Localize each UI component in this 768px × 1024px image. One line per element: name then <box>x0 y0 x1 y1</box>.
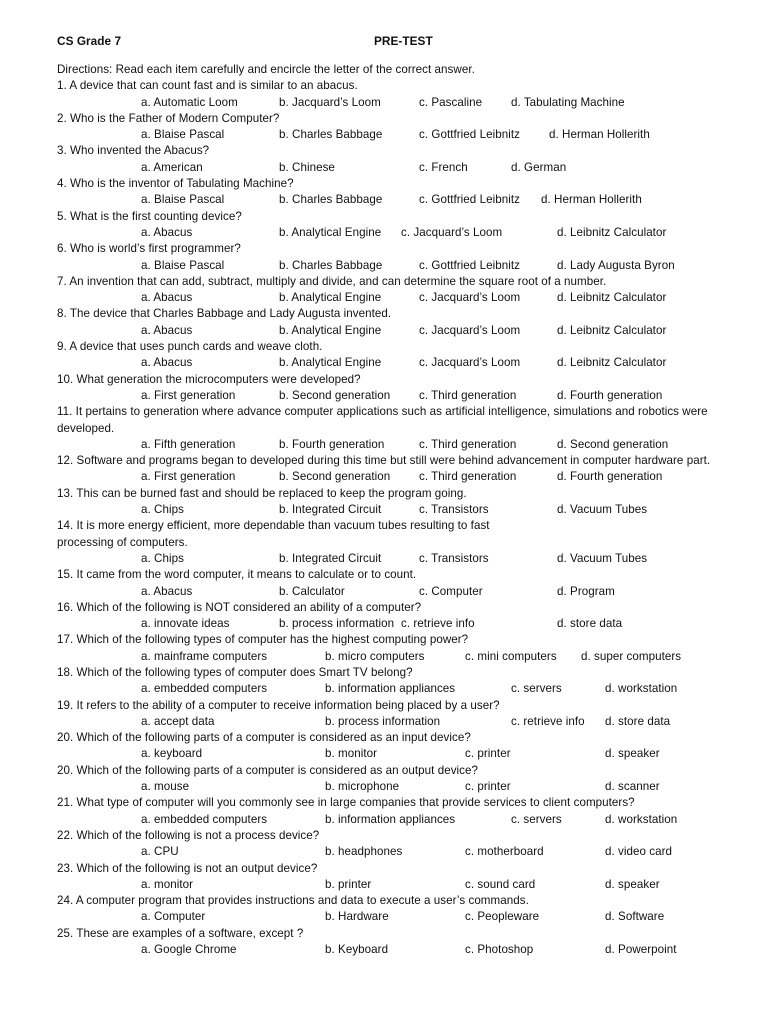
answer-option-d[interactable]: d. Software <box>605 910 665 924</box>
answer-option-a[interactable]: a. Abacus <box>141 584 193 598</box>
question-text: 2. Who is the Father of Modern Computer? <box>57 111 280 125</box>
answer-options <box>57 909 717 925</box>
answer-option-b[interactable]: b. headphones <box>325 845 403 859</box>
answer-option-d[interactable]: d. Program <box>557 584 615 598</box>
answer-option-a[interactable]: a. innovate ideas <box>141 617 230 631</box>
answer-option-a[interactable]: a. embedded computers <box>141 682 268 696</box>
answer-option-b[interactable]: b. Second generation <box>279 388 391 402</box>
directions: Directions: Read each item carefully and encircle the letter of the correct answer. <box>57 63 475 76</box>
answer-option-a[interactable]: a. Automatic Loom <box>141 95 238 109</box>
question-text: 19. It refers to the ability of a computer to receive information being placed by a user? <box>57 698 500 712</box>
answer-option-c[interactable]: c. servers <box>511 812 562 826</box>
answer-option-a[interactable]: a. Chips <box>141 503 184 517</box>
page-title: PRE-TEST <box>374 34 433 48</box>
answer-option-a[interactable]: a. Blaise Pascal <box>141 258 225 272</box>
answer-option-a[interactable]: a. monitor <box>141 877 194 891</box>
answer-option-b[interactable]: b. Charles Babbage <box>279 258 383 272</box>
answer-option-c[interactable]: c. mini computers <box>465 649 557 663</box>
answer-option-d[interactable]: d. Tabulating Machine <box>511 95 625 109</box>
question-text: 17. Which of the following types of computer has the highest computing power? <box>57 633 469 647</box>
answer-option-d[interactable]: d. Herman Hollerith <box>541 193 642 207</box>
answer-options <box>57 681 717 697</box>
answer-option-b[interactable]: b. Keyboard <box>325 943 389 957</box>
question-text: 9. A device that uses punch cards and weave cloth. <box>57 340 323 354</box>
answer-option-c[interactable]: c. servers <box>511 682 562 696</box>
answer-options <box>57 323 717 339</box>
answer-options <box>57 779 717 795</box>
question-text: 3. Who invented the Abacus? <box>57 144 210 158</box>
answer-option-b[interactable]: b. Analytical Engine <box>279 225 382 239</box>
answer-option-b[interactable]: b. printer <box>325 877 372 891</box>
answer-option-c[interactable]: c. Pascaline <box>419 95 483 109</box>
answer-option-c[interactable]: c. Third generation <box>419 437 517 451</box>
answer-option-a[interactable]: a. Fifth generation <box>141 437 236 451</box>
question-text: 4. Who is the inventor of Tabulating Machine? <box>57 177 294 191</box>
answer-option-d[interactable]: d. scanner <box>605 780 660 794</box>
question-text: 15. It came from the word computer, it means to calculate or to count. <box>57 568 417 582</box>
answer-option-d[interactable]: d. speaker <box>605 877 660 891</box>
answer-option-a[interactable]: a. accept data <box>141 714 215 728</box>
answer-options <box>57 746 717 762</box>
answer-option-a[interactable]: a. First generation <box>141 388 236 402</box>
answer-options <box>57 127 717 143</box>
answer-option-d[interactable]: d. Second generation <box>557 437 669 451</box>
answer-options <box>57 584 717 600</box>
answer-option-d[interactable]: d. Herman Hollerith <box>549 128 650 142</box>
question-text: 22. Which of the following is not a process device? <box>57 828 320 842</box>
question-text: 20. Which of the following parts of a computer is considered as an output device? <box>57 763 479 777</box>
question-text: 24. A computer program that provides instructions and data to execute a user’s commands. <box>57 894 529 908</box>
question-text: 25. These are examples of a software, except ? <box>57 926 304 940</box>
question-text: 6. Who is world’s first programmer? <box>57 242 241 256</box>
answer-option-c[interactable]: c. Peopleware <box>465 910 540 924</box>
question-text: 23. Which of the following is not an output device? <box>57 861 318 875</box>
answer-option-d[interactable]: d. Powerpoint <box>605 943 677 957</box>
answer-option-b[interactable]: b. information appliances <box>325 682 456 696</box>
answer-option-b[interactable]: b. Integrated Circuit <box>279 551 382 565</box>
answer-option-d[interactable]: d. Lady Augusta Byron <box>557 258 675 272</box>
answer-option-d[interactable]: d. workstation <box>605 812 678 826</box>
answer-option-b[interactable]: b. microphone <box>325 780 400 794</box>
answer-option-d[interactable]: d. workstation <box>605 682 678 696</box>
answer-options <box>57 714 717 730</box>
answer-option-a[interactable]: a. keyboard <box>141 747 203 761</box>
answer-option-b[interactable]: b. Jacquard’s Loom <box>279 95 381 109</box>
answer-option-a[interactable]: a. mainframe computers <box>141 649 268 663</box>
answer-options <box>57 877 717 893</box>
answer-option-a[interactable]: a. Computer <box>141 910 206 924</box>
question-text: 20. Which of the following parts of a computer is considered as an input device? <box>57 731 471 745</box>
question-text: 12. Software and programs began to developed during this time but still were behind advancement in computer hardware part. <box>57 454 711 468</box>
question-text: 10. What generation the microcomputers were developed? <box>57 372 361 386</box>
answer-option-a[interactable]: a. American <box>141 160 203 174</box>
answer-option-c[interactable]: c. motherboard <box>465 845 544 859</box>
answer-option-b[interactable]: b. process information <box>325 714 441 728</box>
answer-option-a[interactable]: a. mouse <box>141 780 190 794</box>
answer-option-c[interactable]: c. sound card <box>465 877 536 891</box>
answer-option-b[interactable]: b. process information <box>279 617 395 631</box>
answer-options <box>57 551 717 567</box>
answer-option-c[interactable]: c. Third generation <box>419 388 517 402</box>
answer-option-d[interactable]: d. Vacuum Tubes <box>557 503 648 517</box>
answer-option-a[interactable]: a. Abacus <box>141 291 193 305</box>
question-text: 18. Which of the following types of computer does Smart TV belong? <box>57 665 413 679</box>
answer-options <box>57 812 717 828</box>
answer-option-b[interactable]: b. Calculator <box>279 584 345 598</box>
answer-options <box>57 160 717 176</box>
answer-option-c[interactable]: c. printer <box>465 780 511 794</box>
answer-option-c[interactable]: c. printer <box>465 747 511 761</box>
answer-option-d[interactable]: d. German <box>511 160 567 174</box>
answer-option-a[interactable]: a. Abacus <box>141 356 193 370</box>
question-text: 16. Which of the following is NOT considered an ability of a computer? <box>57 600 422 614</box>
answer-options <box>57 95 717 111</box>
question-text: 13. This can be burned fast and should be replaced to keep the program going. <box>57 486 467 500</box>
answer-options <box>57 355 717 371</box>
answer-option-b[interactable]: b. Charles Babbage <box>279 193 383 207</box>
answer-options <box>57 649 717 665</box>
question-text: 5. What is the first counting device? <box>57 209 242 223</box>
answer-option-c[interactable]: c. Gottfried Leibnitz <box>419 258 520 272</box>
answer-option-d[interactable]: d. Fourth generation <box>557 470 663 484</box>
answer-option-b[interactable]: b. micro computers <box>325 649 425 663</box>
answer-option-c[interactable]: c. French <box>419 160 468 174</box>
grade-label: CS Grade 7 <box>57 34 122 48</box>
answer-option-d[interactable]: d. Vacuum Tubes <box>557 551 648 565</box>
answer-option-c[interactable]: c. Third generation <box>419 470 517 484</box>
answer-options <box>57 469 717 485</box>
answer-option-b[interactable]: b. Second generation <box>279 470 391 484</box>
question-text: 1. A device that can count fast and is similar to an abacus. <box>57 79 358 93</box>
answer-option-d[interactable]: d. store data <box>557 617 623 631</box>
answer-option-c[interactable]: c. Jacquard’s Loom <box>419 356 521 370</box>
answer-option-a[interactable]: a. Google Chrome <box>141 943 237 957</box>
answer-option-c[interactable]: c. retrieve info <box>401 617 475 631</box>
answer-option-c[interactable]: c. Transistors <box>419 551 489 565</box>
answer-options <box>57 616 717 632</box>
answer-options <box>57 192 717 208</box>
question-text: 7. An invention that can add, subtract, multiply and divide, and can determine the square root of a number. <box>57 274 607 288</box>
answer-option-b[interactable]: b. Chinese <box>279 160 335 174</box>
answer-option-d[interactable]: d. Leibnitz Calculator <box>557 356 667 370</box>
answer-option-d[interactable]: d. speaker <box>605 747 660 761</box>
answer-option-c[interactable]: c. Computer <box>419 584 483 598</box>
answer-option-d[interactable]: d. store data <box>605 714 671 728</box>
answer-option-a[interactable]: a. CPU <box>141 845 179 859</box>
answer-option-b[interactable]: b. Fourth generation <box>279 437 385 451</box>
answer-option-d[interactable]: d. super computers <box>581 649 682 663</box>
answer-option-b[interactable]: b. Analytical Engine <box>279 356 382 370</box>
answer-option-c[interactable]: c. Jacquard’s Loom <box>401 225 503 239</box>
answer-options <box>57 437 717 453</box>
answer-option-a[interactable]: a. First generation <box>141 470 236 484</box>
answer-option-c[interactable]: c. Gottfried Leibnitz <box>419 128 520 142</box>
answer-option-a[interactable]: a. Blaise Pascal <box>141 193 225 207</box>
question-text: 11. It pertains to generation where advance computer applications such as artificial intelligence, simulations and robotics were developed. <box>57 405 708 435</box>
answer-option-c[interactable]: c. Photoshop <box>465 943 534 957</box>
answer-option-d[interactable]: d. Leibnitz Calculator <box>557 225 667 239</box>
answer-option-b[interactable]: b. Integrated Circuit <box>279 503 382 517</box>
answer-options <box>57 844 717 860</box>
answer-options <box>57 258 717 274</box>
answer-options <box>57 502 717 518</box>
answer-option-b[interactable]: b. information appliances <box>325 812 456 826</box>
answer-option-d[interactable]: d. video card <box>605 845 673 859</box>
answer-option-d[interactable]: d. Leibnitz Calculator <box>557 323 667 337</box>
answer-option-b[interactable]: b. Analytical Engine <box>279 323 382 337</box>
answer-option-b[interactable]: b. Analytical Engine <box>279 291 382 305</box>
question-list <box>57 62 717 958</box>
answer-option-a[interactable]: a. Abacus <box>141 225 193 239</box>
answer-option-a[interactable]: a. Blaise Pascal <box>141 128 225 142</box>
answer-options <box>57 290 717 306</box>
question-text: 8. The device that Charles Babbage and Lady Augusta invented. <box>57 307 392 321</box>
answer-option-a[interactable]: a. embedded computers <box>141 812 268 826</box>
answer-options <box>57 388 717 404</box>
answer-option-a[interactable]: a. Chips <box>141 551 184 565</box>
answer-option-c[interactable]: c. Jacquard’s Loom <box>419 291 521 305</box>
answer-option-c[interactable]: c. retrieve info <box>511 714 585 728</box>
question-text: 21. What type of computer will you commonly see in large companies that provide services to client computers? <box>57 796 635 810</box>
page-header <box>57 34 711 50</box>
answer-option-b[interactable]: b. Hardware <box>325 910 389 924</box>
answer-option-b[interactable]: b. monitor <box>325 747 378 761</box>
answer-option-a[interactable]: a. Abacus <box>141 323 193 337</box>
answer-options <box>57 225 717 241</box>
question-text: 14. It is more energy efficient, more dependable than vacuum tubes resulting to fast processing of computers. <box>57 519 490 549</box>
answer-option-d[interactable]: d. Leibnitz Calculator <box>557 291 667 305</box>
answer-option-b[interactable]: b. Charles Babbage <box>279 128 383 142</box>
answer-options <box>57 942 717 958</box>
answer-option-c[interactable]: c. Transistors <box>419 503 489 517</box>
answer-option-c[interactable]: c. Jacquard’s Loom <box>419 323 521 337</box>
answer-option-d[interactable]: d. Fourth generation <box>557 388 663 402</box>
answer-option-c[interactable]: c. Gottfried Leibnitz <box>419 193 520 207</box>
